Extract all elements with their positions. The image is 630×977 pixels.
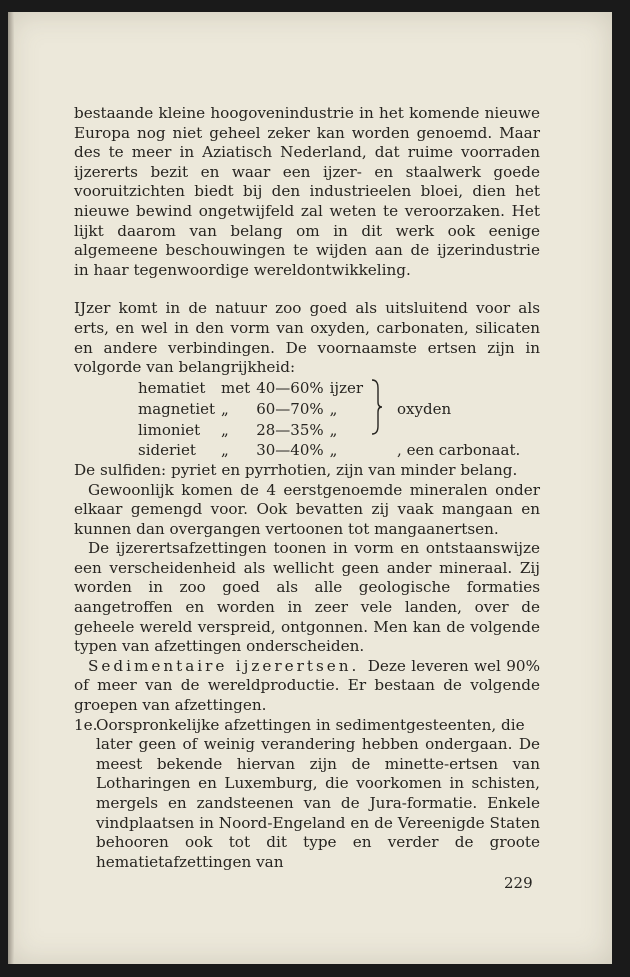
- ore-element: ijzer: [329, 378, 364, 397]
- paragraph-3: De sulfiden: pyriet en pyrrhotien, zijn van minder belang.: [74, 460, 518, 479]
- paragraph-5: De ijzerertsafzettingen toonen in vorm en ontstaanswijze een verscheidenheid als wellicht geen ander mineraal. Zij worden in zoo goed als alle geologische formaties aangetroffen en worden in zeer vele landen, over de geheele wereld verspreid, ontgonnen. Men kan de volgende typen van afzettingen onderscheiden.: [74, 539, 540, 656]
- paragraph-4: Gewoonlijk komen de 4 eerstgenoemde mineralen onder elkaar gemengd voor. Ook bevatten zij vaak mangaan en kunnen dan overgangen vertoonen tot mangaanertsen.: [74, 480, 540, 538]
- ore-element: „: [329, 399, 338, 418]
- ore-prefix: „: [221, 399, 229, 418]
- ore-name: sideriet: [138, 441, 196, 460]
- page-spine: [8, 12, 14, 964]
- page-number: 229: [504, 874, 533, 892]
- ore-name: hematiet: [138, 378, 206, 397]
- ore-range: 28—35%: [256, 420, 324, 439]
- ore-range: 60—70%: [256, 399, 324, 418]
- list-first-line: Oorspronkelijke afzettingen in sedimentgesteenten, die: [96, 715, 525, 734]
- section-body: Deze leveren wel 90% of meer van de wereldproductie. Er bestaan de volgende groepen van afzettingen.: [74, 656, 540, 715]
- ore-table: [138, 378, 526, 461]
- ore-group-label: oxyden: [397, 399, 452, 418]
- ore-prefix: met: [221, 378, 251, 397]
- page-text: [74, 104, 540, 872]
- paragraph-2: IJzer komt in de natuur zoo goed als uitsluitend voor als erts, en wel in den vorm van oxyden, carbonaten, silicaten en andere verbindingen. De voornaamste ertsen zijn in volgorde van belangrijkheid:: [74, 299, 540, 377]
- list-body: later geen of weinig verandering hebben ondergaan. De meest bekende hiervan zijn de minette-ertsen van Lotharingen en Luxemburg, die voorkomen in schisten, mergels en zandsteenen van de Jura-formatie. Enkele vindplaatsen in Noord-Engeland en de Vereenigde Staten behooren ook tot dit type en verder de groote hematietafzettingen van: [96, 735, 540, 871]
- ore-range: 30—40%: [256, 441, 324, 460]
- ore-range: 40—60%: [256, 378, 324, 397]
- section-heading: Sedimentaire ijzerertsen.: [88, 656, 368, 675]
- paragraph-1: bestaande kleine hoogovenindustrie in het komende nieuwe Europa nog niet geheel zeker kan worden genoemd. Maar des te meer in Aziatisch Nederland, dat ruime voorraden ijzererts bezit en waar een ijzer- en staalwerk goede vooruitzichten biedt bij den industrieelen bloei, dien het nieuwe bewind ongetwijfeld zal weten te veroorzaken. Het lijkt daarom van belang om in dit werk ook eenige algemeene beschouwingen te wijden aan de ijzerindustrie in haar tegenwoordige wereldontwikkeling.: [74, 104, 540, 279]
- ore-name: magnetiet: [138, 399, 216, 418]
- ore-name: limoniet: [138, 420, 201, 439]
- ore-element: „: [329, 420, 338, 439]
- ore-row: [138, 378, 526, 399]
- paragraph-6: [74, 657, 540, 716]
- ore-prefix: „: [221, 441, 229, 460]
- ore-prefix: „: [221, 420, 229, 439]
- list-item: [74, 716, 540, 736]
- curly-brace-icon: [369, 378, 383, 436]
- book-page: [8, 12, 612, 964]
- ore-element: „: [329, 441, 338, 460]
- list-number: 1e.: [74, 715, 98, 734]
- ore-row: [138, 441, 526, 461]
- ore-note: , een carbonaat.: [397, 441, 521, 460]
